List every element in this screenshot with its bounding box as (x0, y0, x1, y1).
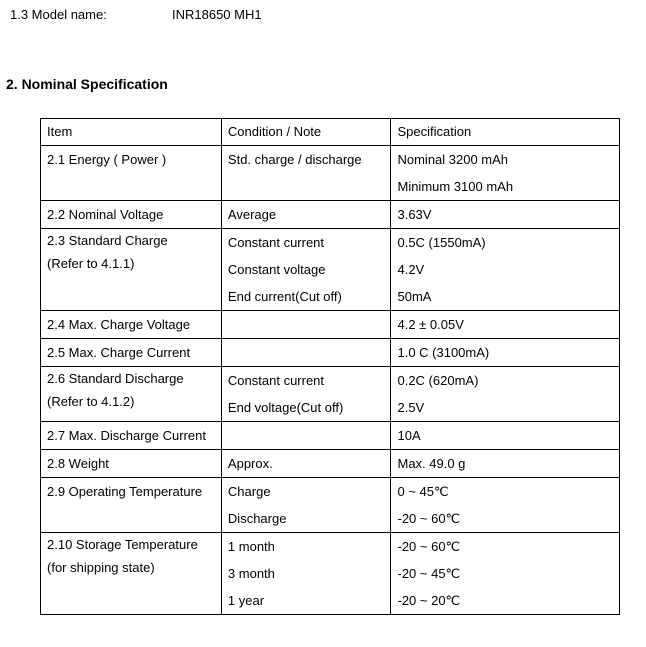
cell-item (41, 367, 222, 422)
header-specification (391, 119, 620, 146)
item-text: (Refer to 4.1.2) (47, 394, 135, 409)
cell-spec (391, 311, 620, 339)
table-header-row (41, 119, 620, 146)
header-condition-label: Condition / Note (227, 124, 322, 139)
condition-text: Std. charge / discharge (227, 152, 362, 167)
condition-text: End current(Cut off) (227, 289, 342, 304)
header-condition (221, 119, 391, 146)
spec-text: 4.2 ± 0.05V (397, 317, 464, 332)
cell-spec (391, 533, 620, 615)
cell-condition (221, 533, 391, 615)
condition-text: 1 year (227, 593, 265, 608)
cell-condition (221, 311, 391, 339)
spec-text: -20 ~ 45℃ (397, 566, 461, 581)
header-specification-label: Specification (397, 124, 472, 139)
item-text: 2.1 Energy ( Power ) (47, 152, 167, 167)
cell-condition (221, 478, 391, 533)
spec-text: -20 ~ 60℃ (397, 511, 461, 526)
cell-item (41, 533, 222, 615)
cell-item (41, 311, 222, 339)
cell-spec (391, 367, 620, 422)
cell-item (41, 339, 222, 367)
item-text: 2.5 Max. Charge Current (47, 345, 191, 360)
cell-condition (221, 201, 391, 229)
table-row (41, 201, 620, 229)
condition-text: End voltage(Cut off) (227, 400, 344, 415)
cell-item (41, 201, 222, 229)
table-row (41, 339, 620, 367)
spec-text: 0 ~ 45℃ (397, 484, 449, 499)
spec-text: 50mA (397, 289, 432, 304)
spec-text: -20 ~ 60℃ (397, 539, 461, 554)
condition-text: Discharge (227, 511, 287, 526)
condition-text: Approx. (227, 456, 273, 471)
cell-condition (221, 422, 391, 450)
spec-text: Nominal 3200 mAh (397, 152, 509, 167)
spec-text: 0.2C (620mA) (397, 373, 479, 388)
item-text: 2.9 Operating Temperature (47, 484, 203, 499)
spec-text: 3.63V (397, 207, 432, 222)
condition-text: Average (227, 207, 277, 222)
spec-text: 1.0 C (3100mA) (397, 345, 490, 360)
table-row (41, 311, 620, 339)
condition-text: Constant current (227, 235, 325, 250)
cell-item (41, 146, 222, 201)
condition-text (228, 173, 391, 200)
cell-spec (391, 450, 620, 478)
spec-text: 10A (397, 428, 421, 443)
spec-text: -20 ~ 20℃ (397, 593, 461, 608)
model-name-label: 1.3 Model name: (10, 7, 107, 22)
spec-text: Max. 49.0 g (397, 456, 466, 471)
cell-condition (221, 339, 391, 367)
cell-spec (391, 201, 620, 229)
condition-text: 3 month (227, 566, 275, 581)
cell-condition (221, 229, 391, 311)
table-row (41, 422, 620, 450)
condition-text (228, 311, 391, 338)
table-row (41, 450, 620, 478)
item-text: 2.7 Max. Discharge Current (47, 428, 206, 443)
spec-text: 2.5V (397, 400, 425, 415)
spec-text: Minimum 3100 mAh (397, 179, 514, 194)
cell-condition (221, 367, 391, 422)
header-item-label: Item (47, 124, 73, 139)
cell-spec (391, 422, 620, 450)
item-text: (for shipping state) (47, 560, 155, 575)
model-name-value: INR18650 MH1 (172, 7, 262, 22)
table-row (41, 229, 620, 311)
item-text (47, 173, 221, 200)
spec-text: 4.2V (397, 262, 425, 277)
item-text: 2.8 Weight (47, 456, 109, 471)
table-row (41, 533, 620, 615)
table-row (41, 146, 620, 201)
spec-text: 0.5C (1550mA) (397, 235, 486, 250)
cell-item (41, 229, 222, 311)
condition-text: Constant current (227, 373, 325, 388)
cell-item (41, 478, 222, 533)
cell-condition (221, 146, 391, 201)
condition-text: Constant voltage (227, 262, 326, 277)
item-text: (Refer to 4.1.1) (47, 256, 135, 271)
header-item (41, 119, 222, 146)
nominal-spec-table (40, 118, 620, 615)
cell-spec (391, 229, 620, 311)
item-text: 2.3 Standard Charge (47, 233, 168, 248)
item-text: 2.4 Max. Charge Voltage (47, 317, 191, 332)
item-text: 2.10 Storage Temperature (47, 537, 198, 552)
item-text (47, 505, 221, 532)
cell-condition (221, 450, 391, 478)
condition-text (228, 339, 391, 366)
cell-item (41, 422, 222, 450)
condition-text: Charge (227, 484, 271, 499)
cell-item (41, 450, 222, 478)
condition-text: 1 month (227, 539, 275, 554)
cell-spec (391, 478, 620, 533)
cell-spec (391, 146, 620, 201)
table-row (41, 367, 620, 422)
item-text: 2.6 Standard Discharge (47, 371, 184, 386)
item-text: 2.2 Nominal Voltage (47, 207, 164, 222)
table-row (41, 478, 620, 533)
condition-text (228, 422, 391, 449)
cell-spec (391, 339, 620, 367)
section-title: 2. Nominal Specification (6, 76, 168, 92)
